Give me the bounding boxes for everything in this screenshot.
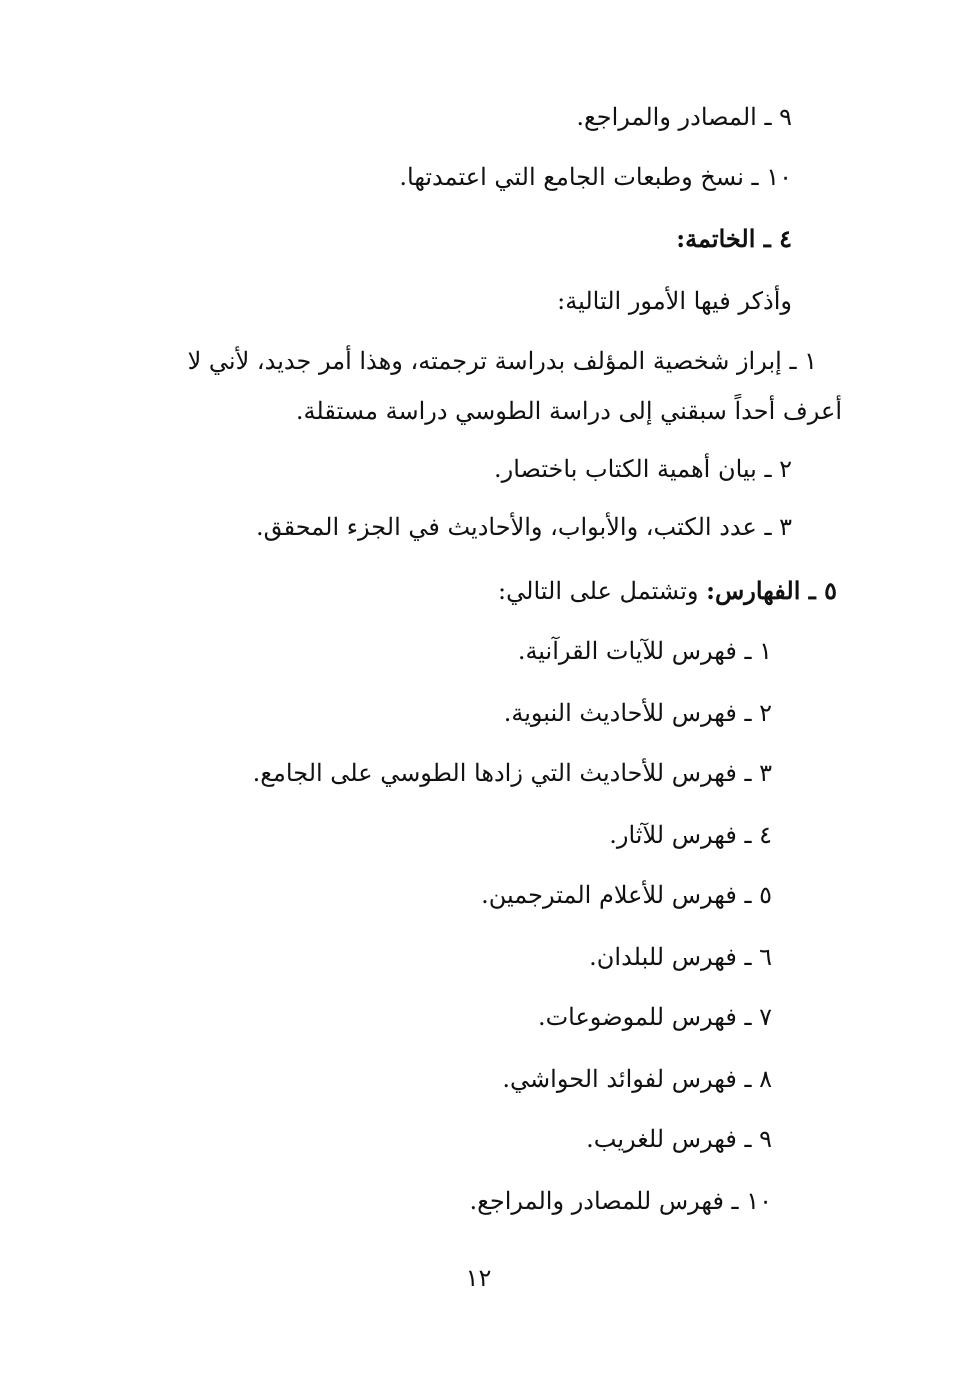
index-item-2: ٢ ـ فهرس للأحاديث النبوية. xyxy=(503,699,772,727)
index-item-9: ٩ ـ فهرس للغريب. xyxy=(586,1125,772,1153)
item-editions: ١٠ ـ نسخ وطبعات الجامع التي اعتمدتها. xyxy=(399,163,792,191)
index-item-1: ١ ـ فهرس للآيات القرآنية. xyxy=(517,637,772,665)
page-number: ١٢ xyxy=(465,1264,492,1292)
index-item-6: ٦ ـ فهرس للبلدان. xyxy=(589,943,772,971)
section-indexes-intro: وتشتمل على التالي: xyxy=(498,577,699,605)
section-indexes xyxy=(498,574,837,608)
conclusion-item-1-line-2: أعرف أحداً سبقني إلى دراسة الطوسي دراسة مستقلة. xyxy=(295,397,842,425)
index-item-4: ٤ ـ فهرس للآثار. xyxy=(609,821,772,849)
index-item-10: ١٠ ـ فهرس للمصادر والمراجع. xyxy=(469,1187,772,1215)
section-heading-indexes: ٥ ـ الفهارس: xyxy=(706,576,837,605)
conclusion-item-3: ٣ ـ عدد الكتب، والأبواب، والأحاديث في الجزء المحقق. xyxy=(255,513,792,541)
section-heading-conclusion: ٤ ـ الخاتمة: xyxy=(676,224,792,253)
conclusion-intro: وأذكر فيها الأمور التالية: xyxy=(557,287,792,315)
conclusion-item-2: ٢ ـ بيان أهمية الكتاب باختصار. xyxy=(493,455,792,483)
conclusion-item-1-line-1: ١ ـ إبراز شخصية المؤلف بدراسة ترجمته، وهذا أمر جديد، لأني لا xyxy=(187,347,817,375)
index-item-3: ٣ ـ فهرس للأحاديث التي زادها الطوسي على الجامع. xyxy=(252,759,772,787)
index-item-8: ٨ ـ فهرس لفوائد الحواشي. xyxy=(502,1065,772,1093)
index-item-5: ٥ ـ فهرس للأعلام المترجمين. xyxy=(481,881,772,909)
item-sources: ٩ ـ المصادر والمراجع. xyxy=(576,103,792,131)
index-item-7: ٧ ـ فهرس للموضوعات. xyxy=(537,1003,772,1031)
